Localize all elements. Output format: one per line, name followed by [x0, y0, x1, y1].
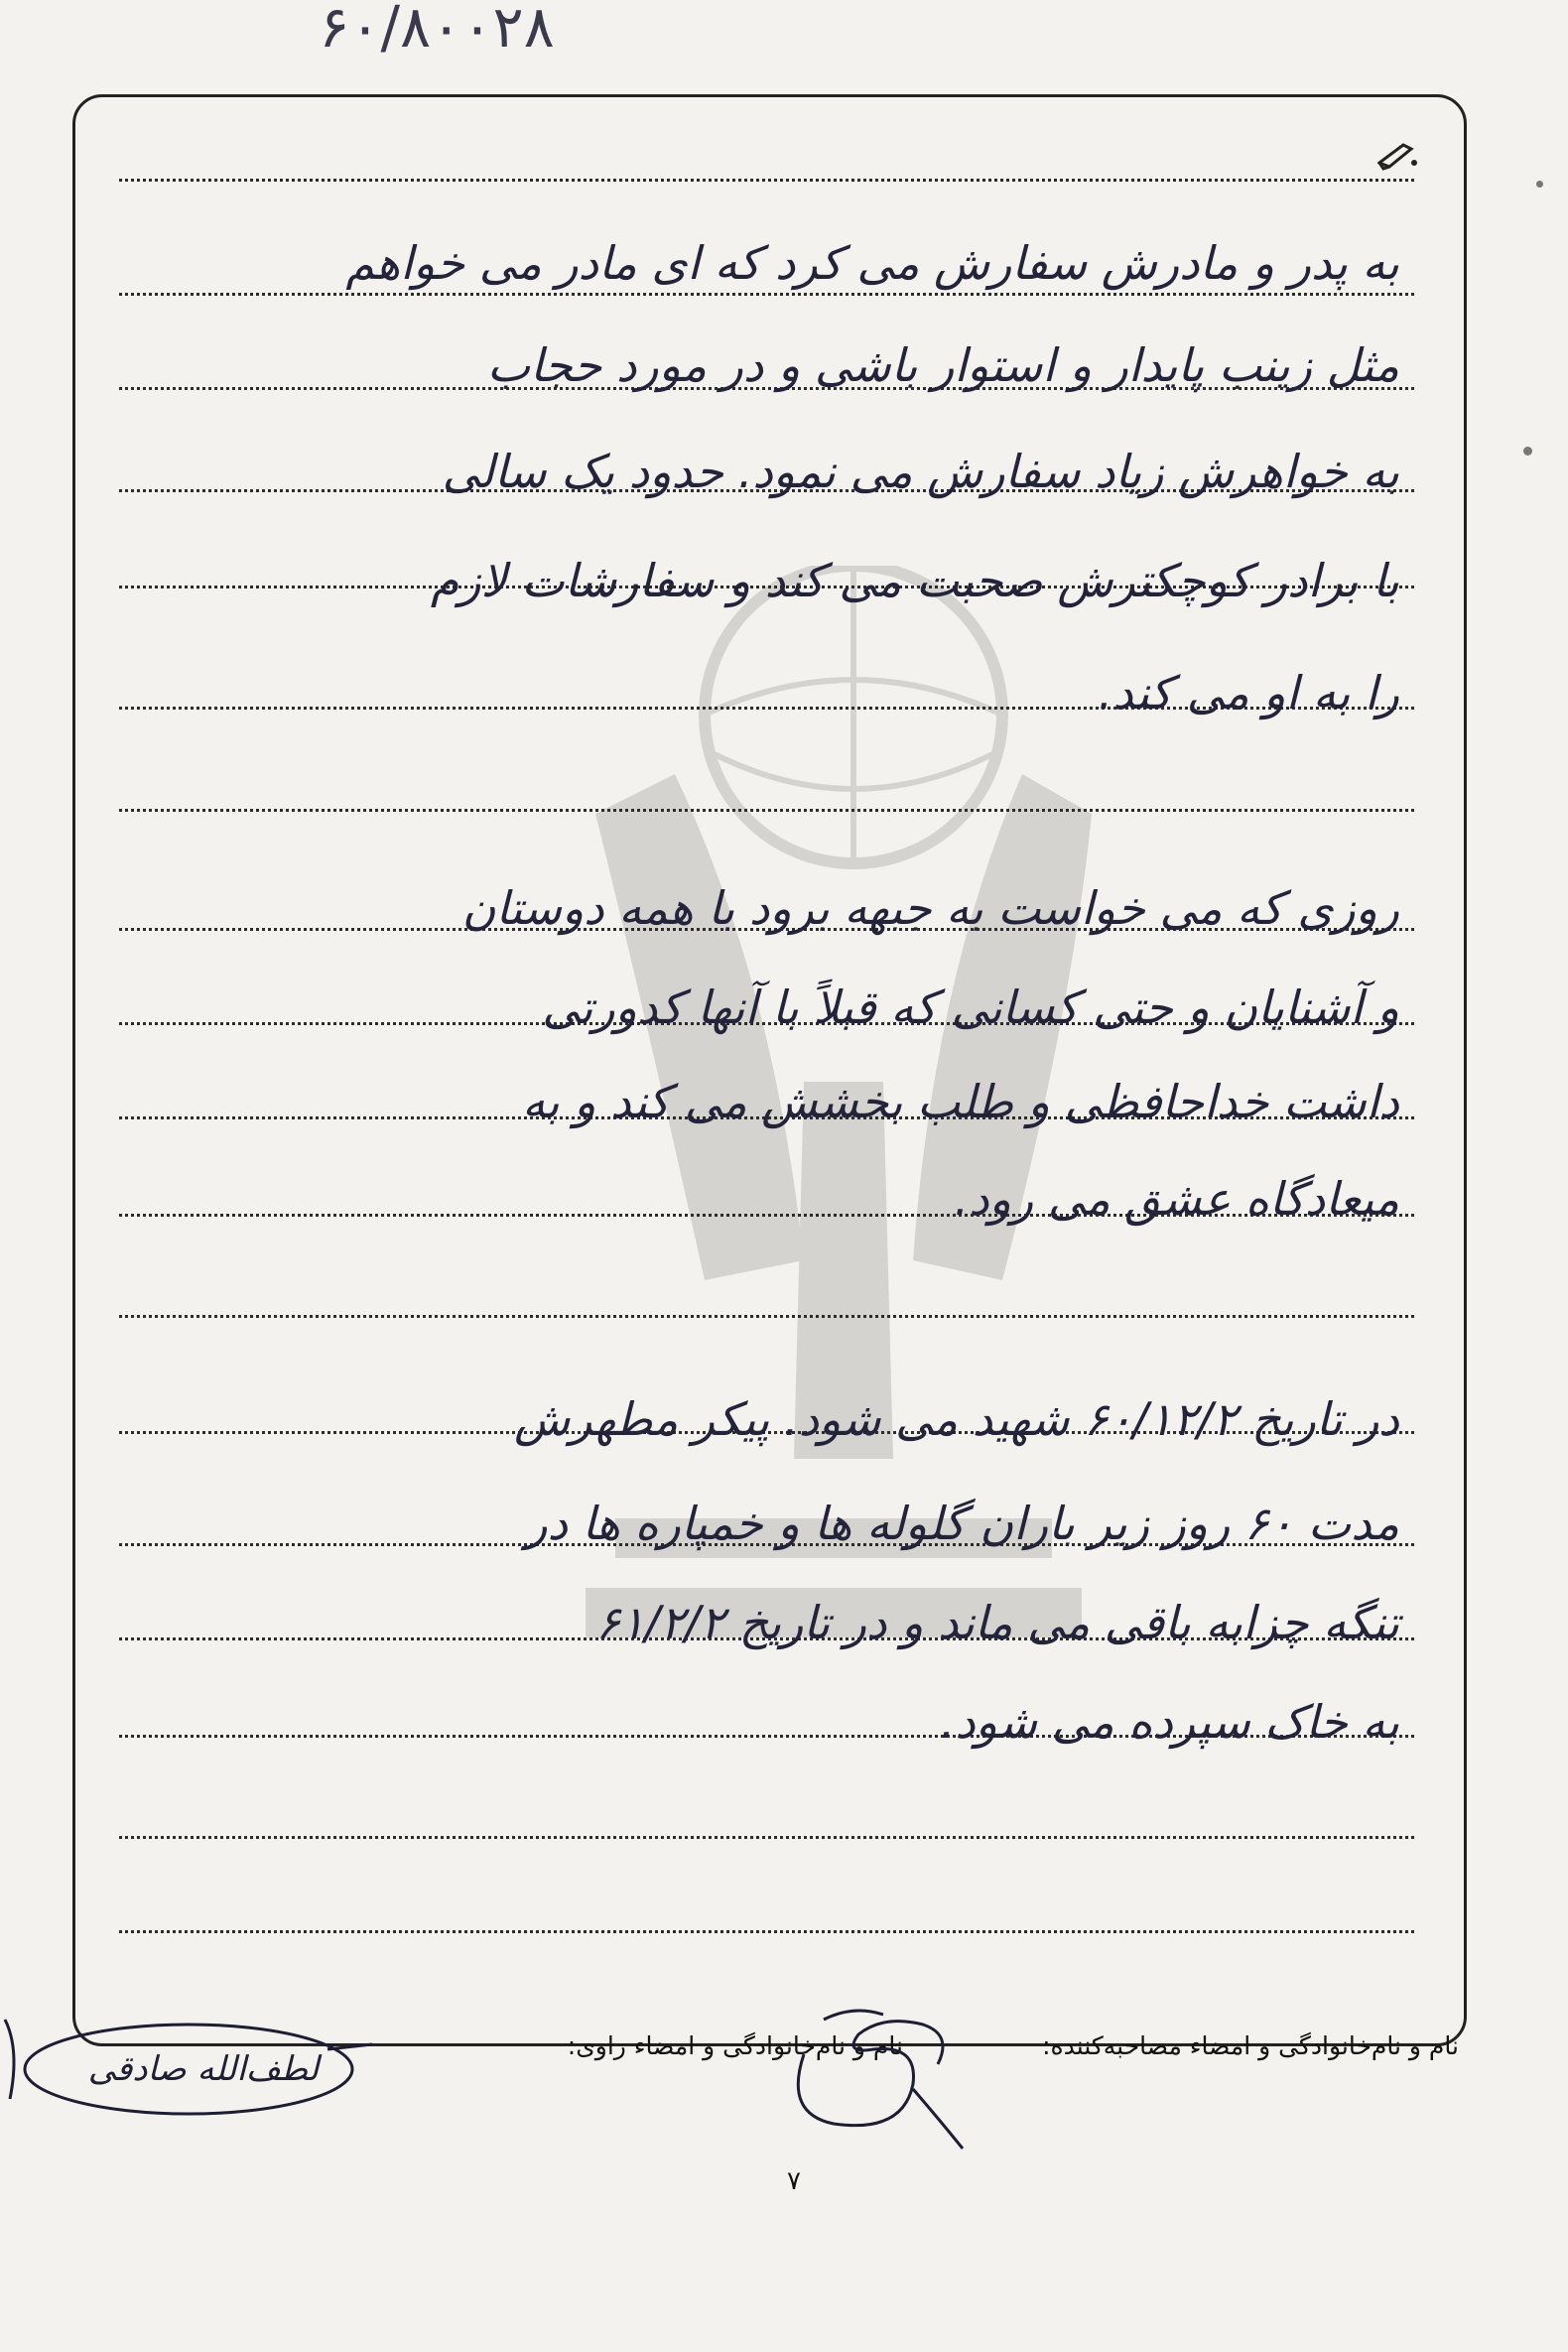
interviewer-label: نام و نام‌خانوادگی و امضاء مصاحبه‌کننده:: [1042, 2031, 1459, 2060]
ruled-line: [119, 1315, 1414, 1318]
handwritten-line: میعادگاه عشق می رود.: [954, 1172, 1399, 1226]
interviewer-signature: [764, 1995, 1002, 2154]
scan-speck: [1536, 181, 1543, 188]
handwritten-line: در تاریخ ۶۰/۱۲/۲ شهید می شود. پیکر مطهرش: [514, 1392, 1399, 1446]
handwritten-line: به خاک سپرده می شود.: [940, 1695, 1399, 1749]
ruled-line: [119, 1930, 1414, 1933]
handwritten-line: تنگه چزابه باقی می ماند و در تاریخ ۶۱/۲/۲: [595, 1596, 1399, 1649]
page-number: ۷: [787, 2166, 801, 2196]
handwritten-line: مثل زینب پایدار و استوار باشی و در مورد حجاب: [486, 338, 1399, 392]
handwritten-line: داشت خداحافظی و طلب بخشش می کند و به: [522, 1075, 1399, 1128]
handwritten-line: با برادر کوچکترش صحبت می کند و سفارشات لازم: [430, 554, 1399, 607]
handwritten-line: روزی که می خواست به جبهه برود با همه دوستان: [461, 881, 1399, 935]
narrator-name: لطف‌الله صادقی: [87, 2049, 320, 2089]
handwritten-line: مدت ۶۰ روز زیر باران گلوله ها و خمپاره ها در: [525, 1497, 1399, 1550]
handwritten-line: و آشنایان و حتی کسانی که قبلاً با آنها کدورتی: [542, 980, 1399, 1034]
ruled-line: [119, 1836, 1414, 1839]
pen-icon: [1377, 139, 1417, 171]
narrator-label: نام و نام‌خانوادگی و امضاء راوی:: [567, 2031, 903, 2060]
ruled-line: [119, 179, 1414, 182]
ruled-line: [119, 809, 1414, 812]
handwritten-line: به پدر و مادرش سفارش می کرد که ای مادر می خواهم: [345, 236, 1399, 290]
ruled-line: [119, 293, 1414, 296]
document-code: ۶۰/۸۰۰۲۸: [319, 0, 555, 61]
handwritten-line: به خواهرش زیاد سفارش می نمود. حدود یک سالی: [442, 445, 1399, 498]
handwritten-line: را به او می کند.: [1098, 666, 1399, 719]
scan-speck: [1523, 447, 1532, 456]
